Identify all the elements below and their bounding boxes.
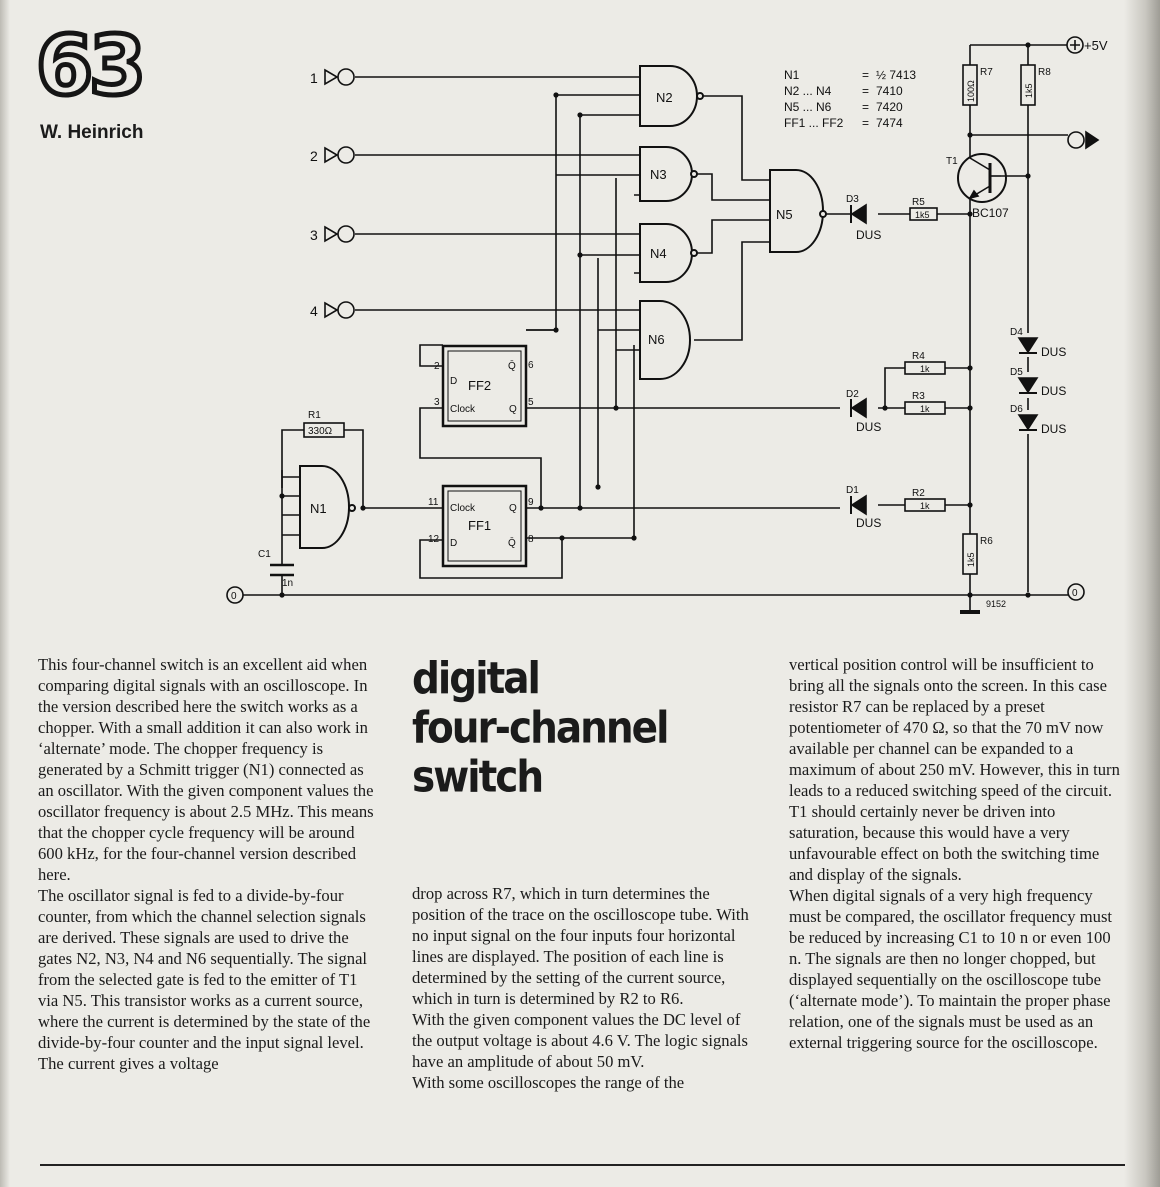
- svg-text:R7: R7: [980, 67, 993, 78]
- body-column-3: [789, 654, 1123, 1053]
- title-line-1: digital: [412, 653, 539, 705]
- svg-text:D: D: [450, 376, 458, 387]
- svg-text:D2: D2: [846, 389, 859, 400]
- svg-text:11: 11: [428, 497, 439, 508]
- svg-text:5: 5: [528, 397, 534, 408]
- svg-text:Q̄: Q̄: [508, 361, 516, 372]
- svg-text:N5 ... N6: N5 ... N6: [784, 100, 832, 114]
- svg-text:D1: D1: [846, 485, 859, 496]
- gate-n4: [640, 224, 697, 282]
- capacitor-c1: [258, 549, 294, 589]
- title-line-3: switch: [412, 752, 543, 803]
- svg-text:C1: C1: [258, 549, 271, 560]
- resistor-r2: [905, 488, 945, 511]
- svg-text:1k5: 1k5: [1024, 83, 1034, 98]
- ground-terminal-left: [227, 587, 243, 603]
- svg-text:1k: 1k: [920, 364, 930, 374]
- output-terminal: [1068, 132, 1098, 148]
- svg-text:Clock: Clock: [450, 404, 476, 415]
- svg-text:R4: R4: [912, 351, 925, 362]
- svg-text:T1: T1: [946, 156, 958, 167]
- diode-d5: [1010, 367, 1066, 398]
- svg-text:=: =: [862, 84, 870, 98]
- svg-text:6: 6: [528, 360, 534, 371]
- paragraph: This four-channel switch is an excellent aid when comparing digital signals with an oscilloscope. In the version described here the switch works as a chopper. With a small addition it can also work in ‘alternate’ mode. The chopper frequency is generated by a Schmitt trigger (N1) connected as an oscillator. With the given component values the oscillator frequency is about 2.5 MHz. This means that the chopper cycle frequency will be around 600 kHz, for the four-channel version described here.: [38, 655, 374, 884]
- svg-text:DUS: DUS: [856, 420, 882, 434]
- paragraph: When digital signals of a very high frequency must be compared, the oscillator frequency must be reduced by increasing C1 to 10 n or even 100 n. The signals are then no longer chopped, but displayed sequentially on the oscilloscope tube (‘alternate mode’). To maintain the proper phase relation, one of the signals must be used as an external triggering source for the oscilloscope.: [789, 886, 1113, 1052]
- svg-text:N1: N1: [784, 68, 800, 82]
- svg-text:N5: N5: [776, 207, 793, 222]
- svg-text:=: =: [862, 100, 870, 114]
- input-4: [310, 302, 354, 319]
- paragraph: The oscillator signal is fed to a divide-by-four counter, from which the channel selection signals are derived. These signals are used to drive the gates N2, N3, N4 and N6 sequentially. The signal from the selected gate is fed to the emitter of T1 via N5. This transistor works as a current source, where the current is determined by the state of the divide-by-four counter and the input signal level. The current gives a voltage: [38, 886, 371, 1073]
- svg-text:DUS: DUS: [1041, 345, 1067, 359]
- body-column-1: [38, 654, 378, 1074]
- resistor-r8: [1021, 65, 1051, 105]
- svg-text:D6: D6: [1010, 404, 1023, 415]
- svg-text:330Ω: 330Ω: [308, 426, 333, 437]
- diode-d2: [846, 389, 881, 434]
- flipflop-ff1: [428, 486, 534, 566]
- svg-text:2: 2: [310, 148, 318, 164]
- svg-text:R5: R5: [912, 197, 925, 208]
- svg-text:1k5: 1k5: [966, 552, 976, 567]
- paragraph: drop across R7, which in turn determines the position of the trace on the oscilloscope tube. With no input signal on the four inputs four horizontal lines are displayed. The position of each line is determined by the setting of the current source, which in turn is determined by R2 to R6.: [412, 884, 749, 1008]
- svg-text:D3: D3: [846, 194, 859, 205]
- svg-text:Q: Q: [509, 404, 517, 415]
- svg-text:D: D: [450, 538, 458, 549]
- svg-text:N1: N1: [310, 501, 327, 516]
- svg-text:N2: N2: [656, 90, 673, 105]
- transistor-t1: [946, 154, 1009, 220]
- svg-text:12: 12: [428, 534, 440, 545]
- svg-text:N6: N6: [648, 332, 665, 347]
- svg-text:DUS: DUS: [856, 516, 882, 530]
- svg-text:8: 8: [528, 534, 534, 545]
- title-line-2: four-channel: [412, 703, 668, 754]
- body-column-2: [412, 883, 754, 1093]
- svg-text:R1: R1: [308, 410, 321, 421]
- svg-text:R6: R6: [980, 536, 993, 547]
- parts-list: [784, 68, 916, 130]
- svg-text:Clock: Clock: [450, 503, 476, 514]
- svg-text:0: 0: [1072, 588, 1078, 599]
- diode-d1: [846, 485, 881, 530]
- resistor-r3: [905, 391, 945, 414]
- nand-gates: [300, 66, 826, 548]
- svg-text:DUS: DUS: [1041, 422, 1067, 436]
- svg-text:7410: 7410: [876, 84, 903, 98]
- input-connectors: [310, 69, 354, 319]
- svg-text:D5: D5: [1010, 367, 1023, 378]
- svg-text:1n: 1n: [282, 578, 294, 589]
- paragraph: With some oscilloscopes the range of the: [412, 1073, 685, 1092]
- svg-text:1: 1: [310, 70, 318, 86]
- svg-text:9: 9: [528, 497, 534, 508]
- svg-text:R2: R2: [912, 488, 925, 499]
- author: W. Heinrich: [40, 122, 144, 143]
- diode-d6: [1010, 404, 1066, 436]
- resistor-r5: [910, 197, 937, 220]
- svg-text:1k5: 1k5: [915, 210, 930, 220]
- svg-text:Q: Q: [509, 503, 517, 514]
- gate-n2: [640, 66, 703, 126]
- svg-text:BC107: BC107: [972, 206, 1009, 220]
- svg-text:4: 4: [310, 303, 318, 319]
- svg-text:=: =: [862, 68, 870, 82]
- bottom-rule: [40, 1164, 1125, 1166]
- svg-text:FF1: FF1: [468, 518, 492, 533]
- svg-text:3: 3: [434, 397, 440, 408]
- svg-text:7474: 7474: [876, 116, 903, 130]
- gate-n3: [640, 147, 697, 201]
- svg-text:FF1 ... FF2: FF1 ... FF2: [784, 116, 844, 130]
- article-title: [412, 655, 668, 803]
- svg-text:N4: N4: [650, 246, 667, 261]
- svg-text:Q̄: Q̄: [508, 538, 516, 549]
- input-3: [310, 226, 354, 243]
- svg-text:7420: 7420: [876, 100, 903, 114]
- svg-text:N2 ... N4: N2 ... N4: [784, 84, 832, 98]
- paragraph: vertical position control will be insufficient to bring all the signals onto the screen. In this case resistor R7 can be replaced by a preset potentiometer of 470 Ω, so that the 70 mV now available per channel can be expanded to a maximum of about 250 mV. However, this in turn leads to a reduced switching speed of the circuit. T1 should certainly never be driven into saturation, because this would have a very unfavourable effect on both the switching time and display of the signals.: [789, 655, 1120, 884]
- svg-text:1k: 1k: [920, 404, 930, 414]
- gate-n5: [770, 170, 826, 252]
- svg-text:0: 0: [231, 591, 237, 602]
- svg-text:R8: R8: [1038, 67, 1051, 78]
- svg-text:R3: R3: [912, 391, 925, 402]
- svg-text:=: =: [862, 116, 870, 130]
- diode-d3: [846, 194, 881, 242]
- paragraph: With the given component values the DC level of the output voltage is about 4.6 V. The logic signals have an amplitude of about 50 mV.: [412, 1010, 748, 1071]
- svg-text:1k: 1k: [920, 501, 930, 511]
- svg-text:3: 3: [310, 227, 318, 243]
- resistor-r4: [905, 351, 945, 374]
- article-number: 63: [36, 19, 143, 114]
- svg-text:DUS: DUS: [1041, 384, 1067, 398]
- ground-terminal-right: [1068, 584, 1084, 600]
- gate-n6: [640, 301, 690, 379]
- supply-terminal: [1067, 37, 1108, 53]
- flipflop-ff2: [434, 346, 534, 426]
- svg-text:½ 7413: ½ 7413: [876, 68, 917, 82]
- svg-text:100Ω: 100Ω: [966, 80, 976, 102]
- svg-text:DUS: DUS: [856, 228, 882, 242]
- gate-n1: [300, 466, 355, 548]
- svg-text:+5V: +5V: [1084, 38, 1108, 53]
- input-2: [310, 147, 354, 164]
- input-1: [310, 69, 354, 86]
- svg-text:2: 2: [434, 361, 440, 372]
- figure-number: 9152: [986, 599, 1007, 609]
- resistor-r7: [963, 65, 993, 105]
- diode-d4: [1010, 327, 1066, 359]
- svg-text:D4: D4: [1010, 327, 1023, 338]
- svg-text:N3: N3: [650, 167, 667, 182]
- resistor-r1: [304, 410, 344, 437]
- resistor-r6: [963, 534, 993, 574]
- svg-text:FF2: FF2: [468, 378, 492, 393]
